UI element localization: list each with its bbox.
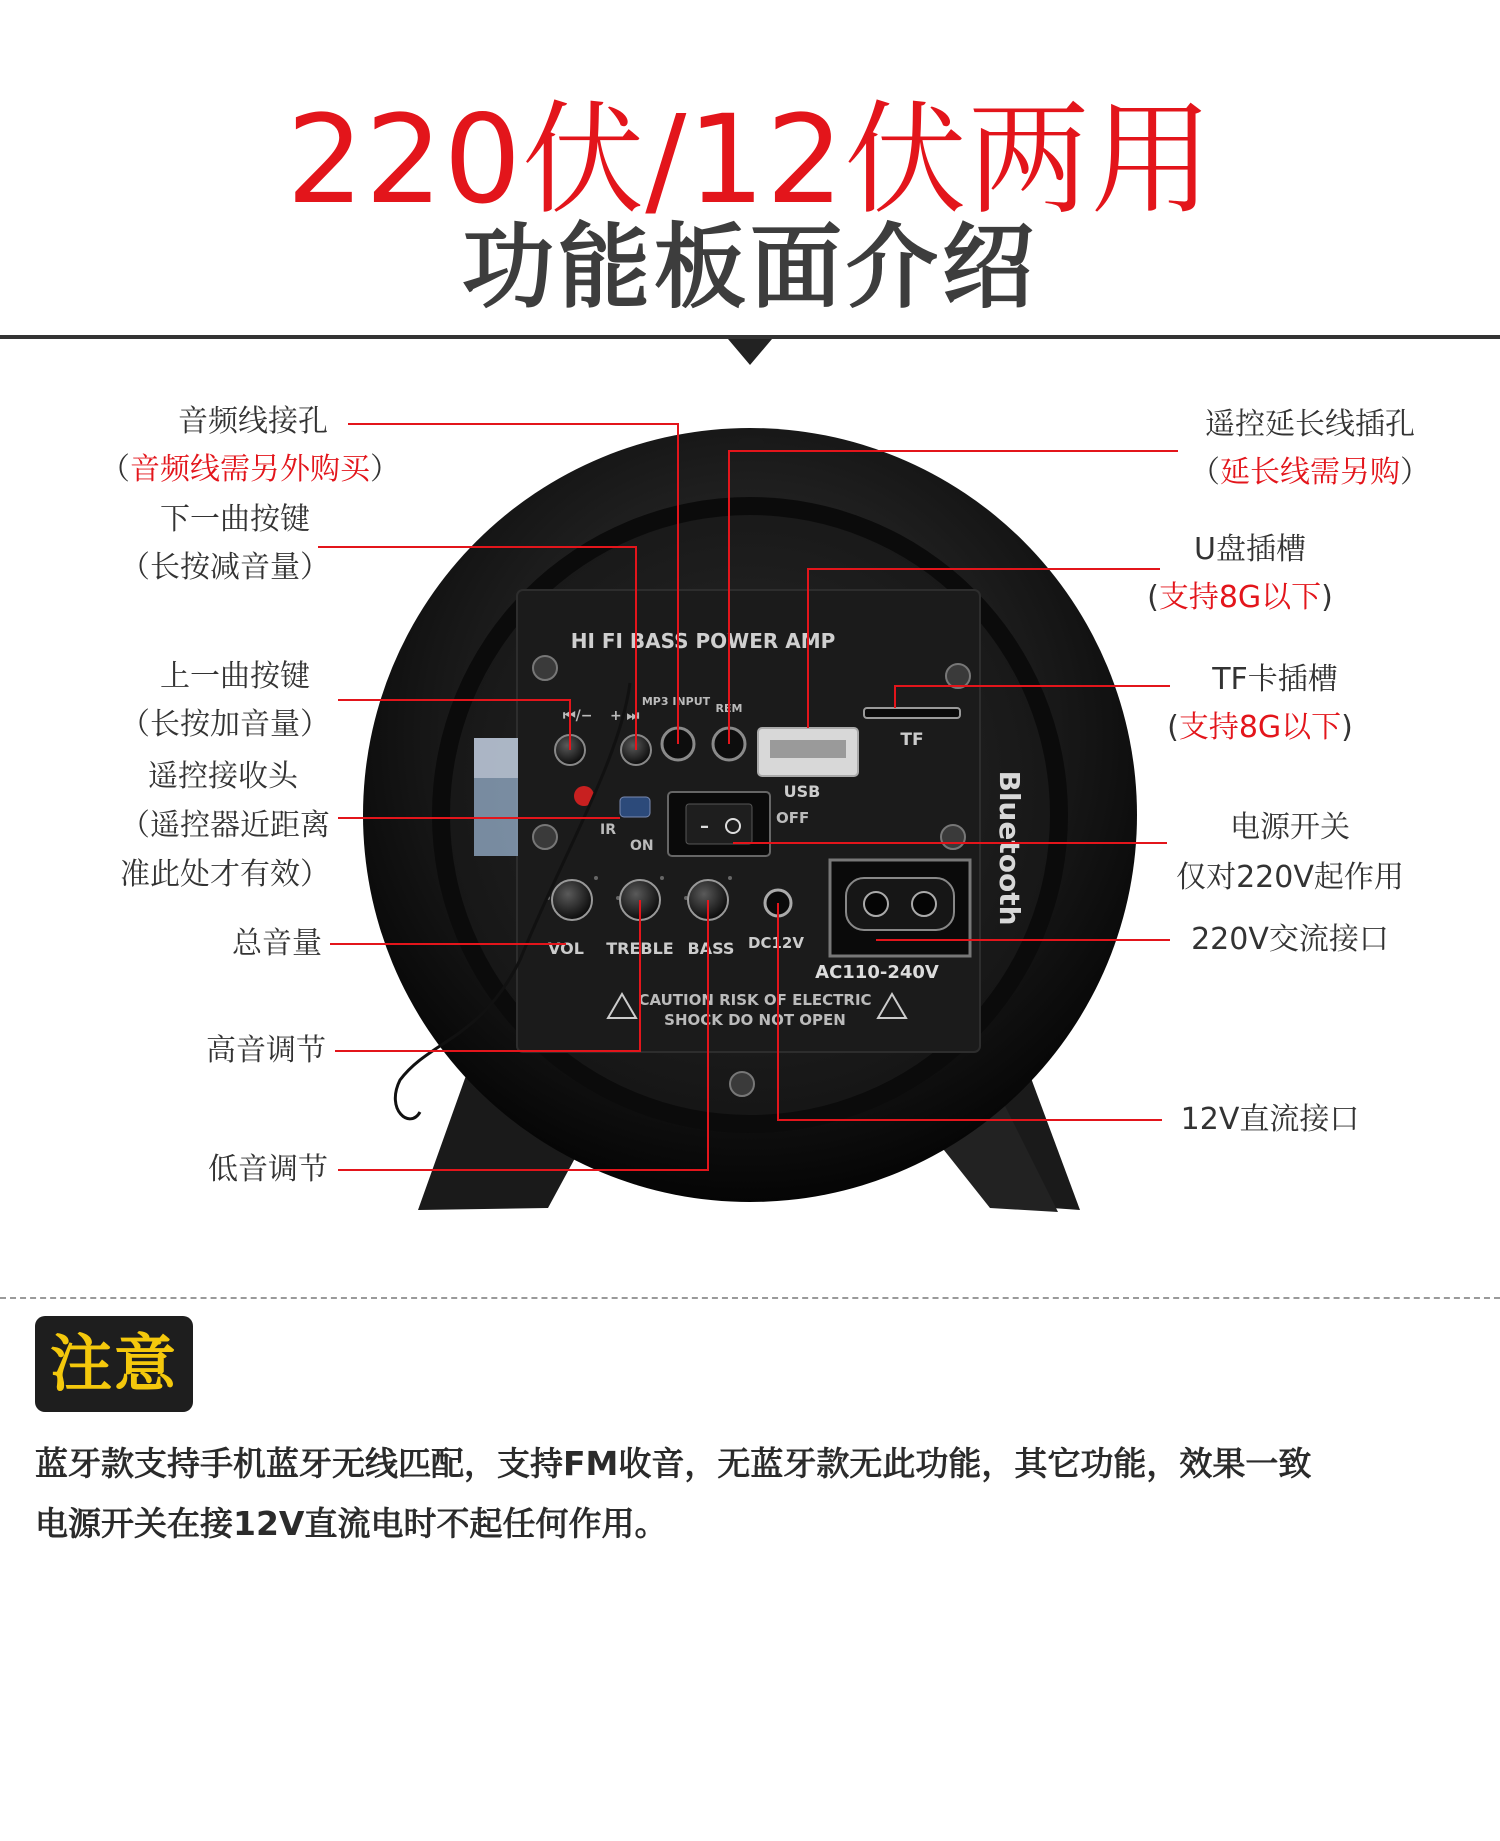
label-tf-slot: TF卡插槽	[1212, 662, 1338, 697]
treble-label: TREBLE	[606, 939, 674, 958]
label-remote-ext-note: （延长线需另购）	[1190, 455, 1430, 490]
ir-label: IR	[600, 822, 616, 838]
label-prev-track: 上一曲按键	[160, 659, 310, 694]
label-next-track-note: （长按减音量）	[120, 550, 330, 585]
page-subtitle: 功能板面介绍	[461, 214, 1038, 321]
label-u-disk: U盘插槽	[1194, 532, 1306, 567]
u-disk-note-text: 支持8G以下	[1158, 580, 1322, 615]
tf-label: TF	[900, 730, 924, 750]
prev-key-label: ⏮/−	[563, 708, 593, 724]
label-prev-track-note: （长按加音量）	[120, 707, 330, 742]
label-ir-receiver: 遥控接收头	[148, 759, 298, 794]
caution-line-2: SHOCK DO NOT OPEN	[664, 1011, 846, 1029]
volume-knob	[552, 880, 592, 920]
vol-label: VOL	[548, 939, 584, 958]
svg-text:–: –	[700, 816, 709, 837]
bass-label: BASS	[687, 939, 735, 958]
ac-label: AC110-240V	[815, 962, 939, 983]
label-ac-port: 220V交流接口	[1191, 922, 1389, 957]
page-title: 220伏/12伏两用	[286, 89, 1214, 231]
note-badge: 注意	[35, 1316, 193, 1412]
note-line-2: 电源开关在接12V直流电时不起任何作用。	[35, 1504, 668, 1543]
label-ir-receiver-note-2: 准此处才有效）	[120, 857, 330, 892]
label-audio-jack-note: （音频线需另外购买）	[100, 452, 400, 487]
tf-slot	[864, 708, 960, 718]
label-audio-jack: 音频线接孔	[178, 404, 328, 439]
label-tf-slot-note: (支持8G以下)	[1167, 710, 1353, 745]
mp3-input-label: MP3 INPUT	[641, 695, 711, 708]
audio-jack-note-text: 音频线需另外购买	[130, 452, 370, 487]
label-ir-receiver-note-1: （遥控器近距离	[120, 808, 330, 843]
caution-line-1: CAUTION RISK OF ELECTRIC	[638, 991, 872, 1009]
section-divider	[0, 1297, 1500, 1299]
ir-receiver	[620, 797, 650, 817]
off-label: OFF	[776, 809, 810, 827]
next-key-label: + ⏭	[610, 708, 640, 724]
label-master-volume: 总音量	[232, 926, 322, 961]
on-label: ON	[630, 838, 654, 854]
label-remote-ext: 遥控延长线插孔	[1205, 407, 1415, 442]
label-power-switch-note: 仅对220V起作用	[1176, 860, 1404, 895]
rem-label: REM	[715, 702, 743, 715]
note-line-1: 蓝牙款支持手机蓝牙无线匹配，支持FM收音，无蓝牙款无此功能，其它功能，效果一致	[35, 1444, 1312, 1483]
label-next-track: 下一曲按键	[160, 502, 310, 537]
label-u-disk-note: (支持8G以下)	[1147, 580, 1333, 615]
label-treble: 高音调节	[206, 1033, 326, 1068]
label-bass: 低音调节	[208, 1152, 328, 1187]
dc12v-label: DC12V	[748, 934, 804, 952]
bluetooth-label: Bluetooth	[993, 770, 1026, 926]
tf-slot-note-text: 支持8G以下	[1178, 710, 1342, 745]
label-dc-port: 12V直流接口	[1180, 1102, 1360, 1137]
panel-brand: HI FI BASS POWER AMP	[570, 629, 836, 653]
label-power-switch: 电源开关	[1230, 810, 1350, 845]
usb-label: USB	[783, 782, 821, 801]
remote-ext-note-text: 延长线需另购	[1220, 455, 1400, 490]
